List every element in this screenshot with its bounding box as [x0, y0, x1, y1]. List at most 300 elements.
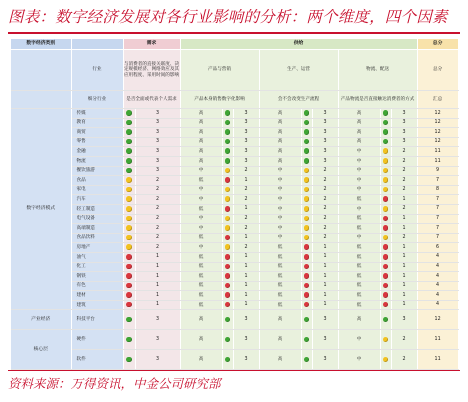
industry-name: 零售	[71, 137, 123, 147]
process-level: 低	[259, 291, 301, 301]
header-sub-demand: 是否全面或代表个人需求	[123, 91, 180, 109]
rating-dot-icon	[383, 129, 389, 135]
marketing-score: 1	[233, 176, 259, 186]
logistics-score: 3	[391, 310, 417, 330]
demand-score: 1	[135, 262, 180, 272]
rating-dot-icon	[225, 110, 231, 116]
rating-dot-cell	[123, 195, 135, 205]
rating-dot-cell	[380, 233, 391, 243]
rating-dot-cell	[222, 243, 233, 253]
total-score: 4	[417, 291, 458, 301]
logistics-level: 低	[338, 195, 380, 205]
rating-dot-icon	[126, 317, 132, 323]
logistics-score: 3	[391, 118, 417, 128]
rating-dot-cell	[123, 281, 135, 291]
header-total-short: 总分	[417, 50, 458, 91]
marketing-level: 高	[180, 330, 222, 350]
total-score: 7	[417, 233, 458, 243]
table-row	[11, 166, 458, 176]
marketing-score: 2	[233, 243, 259, 253]
header-sub-blank	[11, 91, 71, 109]
rating-dot-icon	[225, 196, 231, 202]
table-row	[11, 350, 458, 370]
header-sub-logistics: 产品物流是否直接触达消费者的方式	[338, 91, 417, 109]
total-score: 7	[417, 195, 458, 205]
industry-name: 化工	[71, 262, 123, 272]
demand-score: 3	[135, 109, 180, 119]
rating-dot-cell	[301, 252, 312, 262]
process-score: 3	[312, 109, 338, 119]
rating-dot-cell	[380, 195, 391, 205]
rating-dot-cell	[222, 310, 233, 330]
rating-dot-icon	[304, 168, 310, 174]
rating-dot-cell	[380, 166, 391, 176]
rating-dot-cell	[123, 233, 135, 243]
rating-dot-cell	[123, 272, 135, 282]
rating-dot-icon	[225, 292, 231, 298]
process-level: 中	[259, 233, 301, 243]
process-score: 3	[312, 310, 338, 330]
rating-dot-cell	[301, 137, 312, 147]
marketing-score: 2	[233, 224, 259, 234]
rating-dot-cell	[222, 118, 233, 128]
marketing-level: 低	[180, 262, 222, 272]
rating-dot-cell	[222, 272, 233, 282]
rating-dot-cell	[222, 224, 233, 234]
marketing-level: 中	[180, 214, 222, 224]
marketing-level: 高	[180, 310, 222, 330]
rating-dot-icon	[383, 110, 389, 116]
table-row	[11, 137, 458, 147]
rating-dot-cell	[301, 300, 312, 310]
rating-dot-icon	[225, 206, 231, 212]
rating-dot-cell	[222, 252, 233, 262]
marketing-score: 2	[233, 214, 259, 224]
rating-dot-cell	[301, 350, 312, 370]
industry-name: 建材	[71, 291, 123, 301]
process-level: 中	[259, 185, 301, 195]
marketing-level: 中	[180, 243, 222, 253]
rating-dot-cell	[301, 118, 312, 128]
total-score: 4	[417, 300, 458, 310]
process-level: 高	[259, 118, 301, 128]
rating-dot-cell	[222, 195, 233, 205]
table-row	[11, 262, 458, 272]
logistics-level: 低	[338, 300, 380, 310]
process-level: 高	[259, 128, 301, 138]
industry-name: 电气设备	[71, 214, 123, 224]
rating-dot-icon	[225, 357, 231, 363]
demand-score: 1	[135, 300, 180, 310]
marketing-level: 低	[180, 300, 222, 310]
rating-dot-icon	[225, 317, 231, 323]
rating-dot-cell	[222, 291, 233, 301]
industry-name: 有色	[71, 281, 123, 291]
rating-dot-cell	[123, 300, 135, 310]
process-level: 高	[259, 137, 301, 147]
rating-dot-icon	[225, 177, 231, 183]
rating-dot-icon	[225, 254, 231, 260]
process-score: 3	[312, 118, 338, 128]
logistics-score: 3	[391, 109, 417, 119]
rating-dot-icon	[304, 357, 310, 363]
rating-dot-icon	[304, 317, 310, 323]
rating-dot-cell	[301, 147, 312, 157]
rating-dot-icon	[383, 264, 389, 270]
rating-dot-cell	[123, 330, 135, 350]
logistics-level: 中	[338, 330, 380, 350]
process-score: 3	[312, 128, 338, 138]
logistics-level: 高	[338, 128, 380, 138]
header-row-subfactors	[11, 91, 458, 109]
logistics-score: 1	[391, 224, 417, 234]
table-row	[11, 195, 458, 205]
total-score: 7	[417, 176, 458, 186]
industry-name: 轻工制造	[71, 204, 123, 214]
marketing-level: 低	[180, 204, 222, 214]
process-score: 1	[312, 252, 338, 262]
marketing-score: 1	[233, 233, 259, 243]
marketing-level: 低	[180, 176, 222, 186]
demand-score: 3	[135, 350, 180, 370]
rating-dot-cell	[380, 243, 391, 253]
rating-dot-icon	[126, 148, 132, 154]
process-level: 高	[259, 310, 301, 330]
rating-dot-cell	[380, 118, 391, 128]
rating-dot-icon	[304, 206, 310, 212]
rating-dot-icon	[225, 168, 231, 174]
rating-dot-icon	[304, 244, 310, 250]
rating-dot-icon	[126, 168, 132, 174]
rating-dot-icon	[304, 292, 310, 298]
header-demand: 需求	[123, 39, 180, 50]
process-level: 低	[259, 243, 301, 253]
industry-name: 家电	[71, 185, 123, 195]
process-level: 高	[259, 156, 301, 166]
rating-dot-icon	[126, 120, 132, 126]
rating-dot-icon	[304, 120, 310, 126]
industry-name: 商贸	[71, 128, 123, 138]
rating-dot-icon	[383, 244, 389, 250]
demand-score: 3	[135, 147, 180, 157]
rating-dot-cell	[222, 128, 233, 138]
demand-score: 3	[135, 330, 180, 350]
table-row	[11, 185, 458, 195]
table-row	[11, 233, 458, 243]
source-divider	[8, 370, 460, 371]
rating-dot-cell	[123, 204, 135, 214]
industry-name: 科技平台	[71, 310, 123, 330]
industry-name: 高端制造	[71, 224, 123, 234]
marketing-score: 3	[233, 310, 259, 330]
demand-score: 3	[135, 156, 180, 166]
rating-dot-icon	[304, 129, 310, 135]
logistics-score: 3	[391, 128, 417, 138]
logistics-score: 1	[391, 281, 417, 291]
logistics-score: 2	[391, 147, 417, 157]
logistics-score: 1	[391, 214, 417, 224]
rating-dot-cell	[301, 281, 312, 291]
rating-dot-cell	[301, 262, 312, 272]
rating-dot-cell	[301, 233, 312, 243]
rating-dot-cell	[380, 214, 391, 224]
logistics-level: 高	[338, 137, 380, 147]
rating-dot-icon	[126, 206, 132, 212]
rating-dot-cell	[380, 224, 391, 234]
rating-dot-icon	[225, 264, 231, 270]
total-score: 4	[417, 281, 458, 291]
logistics-score: 1	[391, 195, 417, 205]
process-score: 1	[312, 291, 338, 301]
process-score: 2	[312, 233, 338, 243]
industry-name: 传媒	[71, 109, 123, 119]
table-row	[11, 147, 458, 157]
rating-dot-cell	[222, 281, 233, 291]
total-score: 6	[417, 243, 458, 253]
process-level: 低	[259, 281, 301, 291]
marketing-level: 低	[180, 272, 222, 282]
rating-dot-cell	[123, 214, 135, 224]
rating-dot-cell	[301, 128, 312, 138]
rating-dot-cell	[123, 137, 135, 147]
rating-dot-cell	[123, 176, 135, 186]
marketing-score: 2	[233, 185, 259, 195]
marketing-score: 1	[233, 204, 259, 214]
demand-score: 2	[135, 185, 180, 195]
process-level: 中	[259, 214, 301, 224]
rating-dot-cell	[123, 147, 135, 157]
rating-dot-icon	[225, 139, 231, 145]
rating-dot-cell	[123, 350, 135, 370]
rating-dot-cell	[380, 156, 391, 166]
table-row	[11, 224, 458, 234]
industry-name: 教育	[71, 118, 123, 128]
table-row	[11, 176, 458, 186]
rating-dot-cell	[380, 185, 391, 195]
process-level: 低	[259, 262, 301, 272]
industry-name: 食品	[71, 176, 123, 186]
marketing-score: 1	[233, 272, 259, 282]
logistics-score: 2	[391, 156, 417, 166]
rating-dot-icon	[383, 235, 389, 241]
rating-dot-icon	[304, 196, 310, 202]
table-row	[11, 291, 458, 301]
table-row	[11, 272, 458, 282]
rating-dot-cell	[380, 330, 391, 350]
marketing-score: 1	[233, 300, 259, 310]
logistics-level: 低	[338, 243, 380, 253]
rating-dot-cell	[380, 252, 391, 262]
rating-dot-icon	[383, 120, 389, 126]
title-divider	[8, 32, 460, 34]
logistics-level: 中	[338, 176, 380, 186]
marketing-level: 低	[180, 233, 222, 243]
process-score: 1	[312, 300, 338, 310]
process-score: 3	[312, 330, 338, 350]
header-production: 供给	[180, 39, 417, 50]
process-score: 2	[312, 204, 338, 214]
process-score: 3	[312, 137, 338, 147]
rating-dot-cell	[380, 204, 391, 214]
total-score: 12	[417, 109, 458, 119]
marketing-score: 3	[233, 109, 259, 119]
marketing-score: 3	[233, 330, 259, 350]
marketing-level: 低	[180, 281, 222, 291]
logistics-level: 中	[338, 147, 380, 157]
industry-name: 食品饮料	[71, 233, 123, 243]
process-score: 2	[312, 166, 338, 176]
rating-dot-cell	[380, 176, 391, 186]
logistics-score: 2	[391, 204, 417, 214]
rating-dot-icon	[304, 187, 310, 193]
group-label-platform: 产业经济	[11, 310, 71, 330]
header-category-blank	[11, 50, 71, 91]
rating-dot-icon	[225, 158, 231, 164]
process-score: 2	[312, 195, 338, 205]
industry-name: 餐饮旅游	[71, 166, 123, 176]
total-score: 11	[417, 147, 458, 157]
rating-dot-icon	[126, 302, 132, 308]
rating-dot-cell	[380, 272, 391, 282]
rating-dot-cell	[301, 310, 312, 330]
process-level: 高	[259, 109, 301, 119]
rating-dot-icon	[383, 187, 389, 193]
rating-dot-cell	[380, 350, 391, 370]
demand-score: 1	[135, 291, 180, 301]
total-score: 4	[417, 252, 458, 262]
total-score: 4	[417, 262, 458, 272]
total-score: 12	[417, 128, 458, 138]
rating-dot-icon	[383, 273, 389, 279]
process-level: 中	[259, 204, 301, 214]
total-score: 11	[417, 156, 458, 166]
total-score: 12	[417, 137, 458, 147]
demand-score: 1	[135, 272, 180, 282]
rating-dot-cell	[301, 176, 312, 186]
table-row	[11, 252, 458, 262]
rating-dot-cell	[380, 137, 391, 147]
demand-score: 2	[135, 195, 180, 205]
marketing-score: 3	[233, 147, 259, 157]
total-score: 7	[417, 204, 458, 214]
process-score: 3	[312, 156, 338, 166]
marketing-level: 高	[180, 156, 222, 166]
rating-dot-cell	[301, 185, 312, 195]
table-row	[11, 118, 458, 128]
logistics-level: 低	[338, 224, 380, 234]
demand-score: 2	[135, 224, 180, 234]
marketing-score: 3	[233, 350, 259, 370]
marketing-level: 中	[180, 195, 222, 205]
group-label-digital: 数字经济模式	[11, 109, 71, 310]
rating-dot-icon	[304, 254, 310, 260]
rating-dot-icon	[126, 158, 132, 164]
process-level: 低	[259, 252, 301, 262]
table-row	[11, 214, 458, 224]
rating-dot-icon	[126, 292, 132, 298]
rating-dot-cell	[301, 243, 312, 253]
process-level: 高	[259, 350, 301, 370]
table-row	[11, 109, 458, 119]
rating-dot-cell	[301, 214, 312, 224]
rating-dot-cell	[222, 262, 233, 272]
logistics-score: 1	[391, 272, 417, 282]
marketing-score: 2	[233, 166, 259, 176]
rating-dot-icon	[383, 216, 389, 222]
rating-dot-icon	[383, 254, 389, 260]
logistics-level: 高	[338, 118, 380, 128]
rating-dot-icon	[383, 206, 389, 212]
rating-dot-icon	[126, 187, 132, 193]
process-level: 中	[259, 166, 301, 176]
logistics-level: 高	[338, 109, 380, 119]
rating-dot-cell	[301, 195, 312, 205]
total-score: 12	[417, 118, 458, 128]
rating-dot-cell	[380, 109, 391, 119]
rating-dot-icon	[225, 337, 231, 343]
rating-dot-cell	[123, 185, 135, 195]
process-score: 2	[312, 185, 338, 195]
logistics-score: 2	[391, 330, 417, 350]
rating-dot-cell	[222, 137, 233, 147]
rating-dot-icon	[225, 283, 231, 289]
rating-dot-icon	[383, 148, 389, 154]
industry-name: 硬件	[71, 330, 123, 350]
logistics-level: 低	[338, 252, 380, 262]
rating-dot-icon	[225, 216, 231, 222]
rating-dot-icon	[304, 337, 310, 343]
demand-score: 3	[135, 310, 180, 330]
logistics-level: 低	[338, 272, 380, 282]
logistics-score: 3	[391, 137, 417, 147]
rating-dot-cell	[123, 109, 135, 119]
rating-dot-icon	[304, 283, 310, 289]
marketing-score: 3	[233, 156, 259, 166]
table-row	[11, 128, 458, 138]
marketing-level: 高	[180, 147, 222, 157]
process-level: 中	[259, 195, 301, 205]
rating-dot-icon	[225, 244, 231, 250]
rating-dot-cell	[123, 166, 135, 176]
demand-score: 3	[135, 118, 180, 128]
rating-dot-icon	[304, 273, 310, 279]
marketing-level: 中	[180, 185, 222, 195]
rating-dot-cell	[222, 109, 233, 119]
rating-dot-icon	[126, 110, 132, 116]
header-prod-process: 生产、运营	[259, 50, 338, 91]
table-row	[11, 243, 458, 253]
marketing-score: 1	[233, 262, 259, 272]
process-score: 2	[312, 224, 338, 234]
rating-dot-cell	[301, 166, 312, 176]
logistics-level: 低	[338, 291, 380, 301]
process-score: 1	[312, 272, 338, 282]
rating-dot-icon	[304, 225, 310, 231]
industry-name: 油气	[71, 252, 123, 262]
logistics-score: 1	[391, 243, 417, 253]
process-level: 中	[259, 224, 301, 234]
demand-score: 1	[135, 252, 180, 262]
rating-dot-cell	[222, 214, 233, 224]
rating-dot-icon	[304, 177, 310, 183]
header-sub-marketing: 产品本身销售数字化影响	[180, 91, 259, 109]
logistics-score: 1	[391, 252, 417, 262]
table-row	[11, 204, 458, 214]
total-score: 12	[417, 310, 458, 330]
process-score: 1	[312, 281, 338, 291]
logistics-level: 低	[338, 262, 380, 272]
demand-score: 2	[135, 176, 180, 186]
